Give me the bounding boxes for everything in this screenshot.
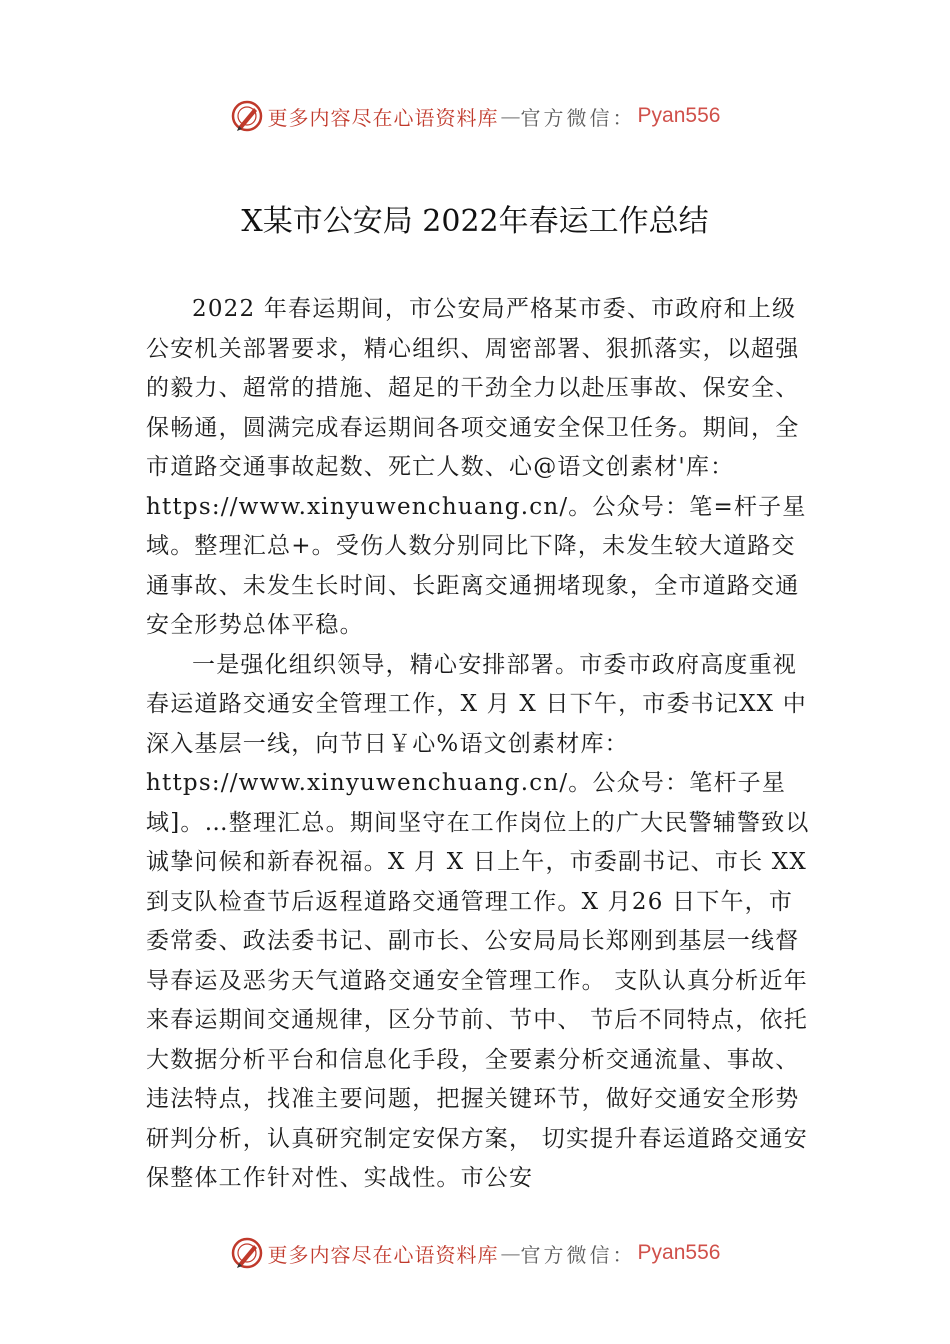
document-title: X某市公安局 2022年春运工作总结 [241,204,709,239]
pen-logo-icon [230,99,264,133]
footer-banner [0,1233,950,1273]
banner-wechat-id: Pyan556 [637,1241,721,1264]
header-banner [0,96,950,136]
banner-text: 更多内容尽在心语资料库 [267,105,499,130]
document-body [146,290,810,1199]
paragraph: 一是强化组织领导，精心安排部署。市委市政府高度重视春运道路交通安全管理工作，X 月 X 日下午，市委书记XX 中深入基层一线，向节日￥心%语文创素材库：https://www.xinyuwenchuang.cn/。公众号：笔杆子星域]。…整理汇总。期间坚守在工作岗位上的广大民警辅警致以诚挚问候和新春祝福。X 月 X 日上午，市委副书记、市长 XX 到支队检查节后返程道路交通管理工作。X 月26 日下午，市委常委、政法委书记、副市长、公安局局长郑刚到基层一线督导春运及恶劣天气道路交通安全管理工作。 支队认真分析近年来春运期间交通规律，区分节前、节中、 节后不同特点，依托大数据分析平台和信息化手段，全要素分析交通流量、事故、违法特点，找准主要问题，把握关键环节，做好交通安全形势研判分析，认真研究制定安保方案， 切实提升春运道路交通安保整体工作针对性、实战性。市公安 [146,651,810,1191]
paragraph: 2022 年春运期间，市公安局严格某市委、市政府和上级公安机关部署要求，精心组织、周密部署、狠抓落实，以超强的毅力、超常的措施、超足的干劲全力以赴压事故、保安全、保畅通，圆满完成春运期间各项交通安全保卫任务。期间，全市道路交通事故起数、死亡人数、心@语文创素材'库：https://www.xinyuwenchuang.cn/。公众号：笔=杆子星域。整理汇总+。受伤人数分别同比下降，未发生较大道路交通事故、未发生长时间、长距离交通拥堵现象，全市道路交通安全形势总体平稳。 [146,296,807,638]
banner-wechat-id: Pyan556 [637,104,721,127]
banner-separator: — [500,1241,521,1265]
banner-label: 官方微信： [520,105,636,130]
banner-label: 官方微信： [520,1242,636,1267]
pen-logo-icon [230,1236,264,1270]
banner-text: 更多内容尽在心语资料库 [267,1242,499,1267]
banner-separator: — [500,104,521,128]
